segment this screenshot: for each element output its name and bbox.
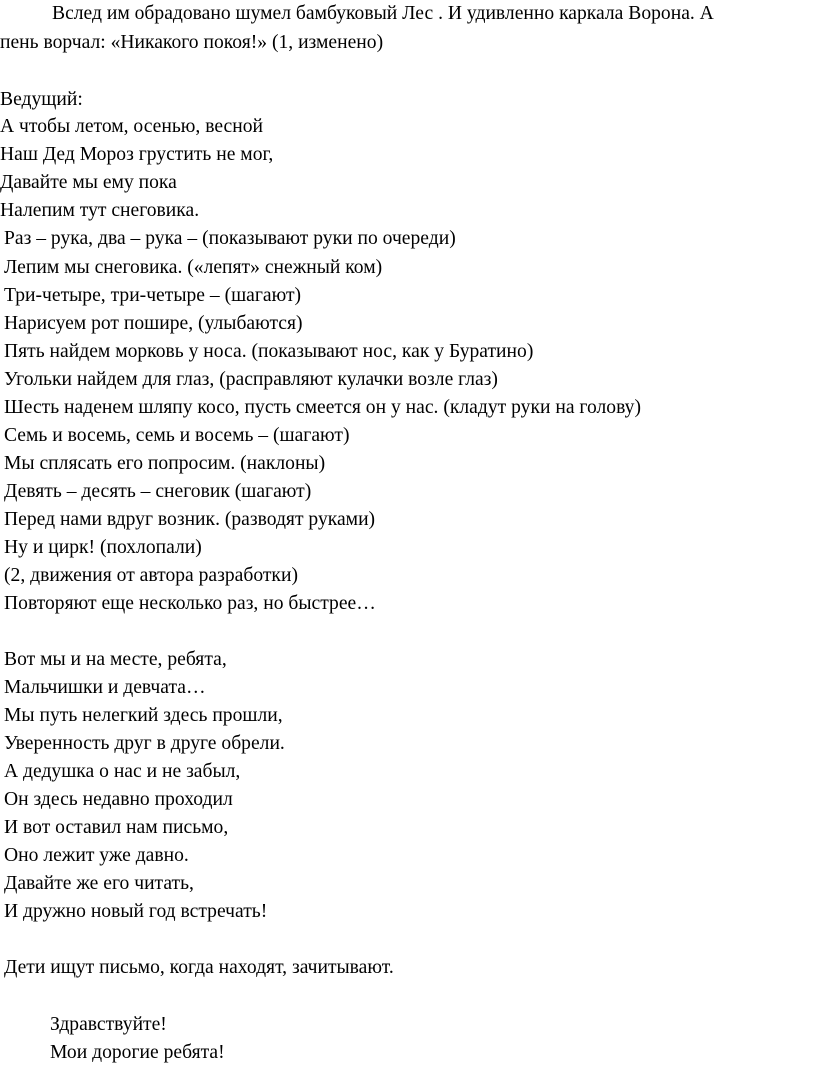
game-line: Перед нами вдруг возник. (разводят руками) [4, 509, 376, 530]
game-line: Пять найдем морковь у носа. (показывают нос, как у Буратино) [4, 341, 534, 362]
host-label: Ведущий: [0, 89, 83, 110]
game-line: Нарисуем рот пошире, (улыбаются) [4, 313, 303, 334]
poem-line: И дружно новый год встречать! [4, 901, 268, 922]
poem-line: И вот оставил нам письмо, [4, 817, 229, 838]
poem-line: Уверенность друг в друге обрели. [4, 733, 285, 754]
poem-line: Оно лежит уже давно. [4, 845, 189, 866]
game-line: Три-четыре, три-четыре – (шагают) [4, 285, 302, 306]
poem-line: А чтобы летом, осенью, весной [0, 116, 263, 137]
paragraph-line: пень ворчал: «Никакого покоя!» (1, изменено) [0, 32, 384, 53]
poem-line: Давайте же его читать, [4, 873, 194, 894]
stage-direction: Дети ищут письмо, когда находят, зачитывают. [4, 957, 394, 978]
poem-line: Налепим тут снеговика. [0, 200, 200, 221]
game-line: Ну и цирк! (похлопали) [4, 537, 202, 558]
game-line: Раз – рука, два – рука – (показывают руки по очереди) [4, 228, 456, 249]
game-line: Девять – десять – снеговик (шагают) [4, 481, 312, 502]
letter-line: Мои дорогие ребята! [50, 1042, 225, 1063]
game-line: Шесть наденем шляпу косо, пусть смеется он у нас. (кладут руки на голову) [4, 397, 641, 418]
paragraph-line: Вслед им обрадовано шумел бамбуковый Лес . И удивленно каркала Ворона. А [52, 3, 714, 24]
game-line: Повторяют еще несколько раз, но быстрее… [4, 593, 376, 614]
poem-line: Мы путь нелегкий здесь прошли, [4, 705, 283, 726]
game-line: Лепим мы снеговика. («лепят» снежный ком) [4, 257, 383, 278]
game-line: Мы сплясать его попросим. (наклоны) [4, 453, 326, 474]
poem-line: А дедушка о нас и не забыл, [4, 761, 241, 782]
game-line: (2, движения от автора разработки) [4, 565, 298, 586]
letter-line: Здравствуйте! [50, 1014, 167, 1035]
game-line: Семь и восемь, семь и восемь – (шагают) [4, 425, 350, 446]
poem-line: Давайте мы ему пока [0, 172, 177, 193]
poem-line: Мальчишки и девчата… [4, 677, 206, 698]
poem-line: Вот мы и на месте, ребята, [4, 649, 227, 670]
poem-line: Он здесь недавно проходил [4, 789, 233, 810]
game-line: Угольки найдем для глаз, (расправляют кулачки возле глаз) [4, 369, 498, 390]
poem-line: Наш Дед Мороз грустить не мог, [0, 144, 274, 165]
